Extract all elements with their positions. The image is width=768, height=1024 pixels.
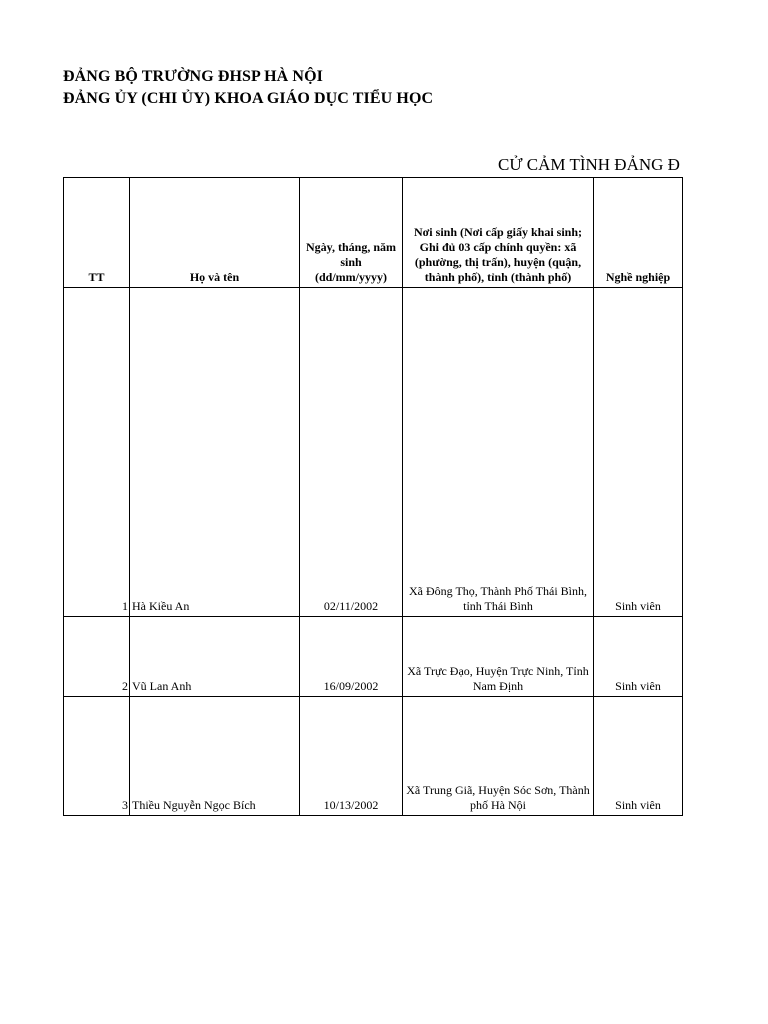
occupation-cell: Sinh viên: [594, 617, 683, 697]
column-header-occupation: Nghề nghiệp: [594, 178, 683, 288]
date-of-birth-cell: 02/11/2002: [300, 288, 403, 617]
document-title: CỬ CẢM TÌNH ĐẢNG Đ: [498, 155, 680, 174]
column-header-place-of-birth: Nơi sinh (Nơi cấp giấy khai sinh; Ghi đủ 03 cấp chính quyền: xã (phường, thị trấn), huyện (quận, thành phố), tỉnh (thành phố): [403, 178, 594, 288]
org-line-party-committee: ĐẢNG BỘ TRƯỜNG ĐHSP HÀ NỘI: [63, 68, 323, 85]
full-name-cell: Vũ Lan Anh: [130, 617, 300, 697]
column-header-date-of-birth: Ngày, tháng, năm sinh (dd/mm/yyyy): [300, 178, 403, 288]
place-of-birth-cell: Xã Trung Giã, Huyện Sóc Sơn, Thành phố Hà Nội: [403, 697, 594, 816]
candidate-table: [63, 177, 683, 816]
full-name-cell: Hà Kiều An: [130, 288, 300, 617]
date-of-birth-cell: 16/09/2002: [300, 617, 403, 697]
column-header-full-name: Họ và tên: [130, 178, 300, 288]
occupation-cell: Sinh viên: [594, 697, 683, 816]
full-name-cell: Thiều Nguyễn Ngọc Bích: [130, 697, 300, 816]
row-number: 2: [64, 617, 130, 697]
place-of-birth-cell: Xã Đông Thọ, Thành Phố Thái Bình, tỉnh Thái Bình: [403, 288, 594, 617]
table-row: [64, 288, 683, 617]
date-of-birth-cell: 10/13/2002: [300, 697, 403, 816]
row-number: 1: [64, 288, 130, 617]
column-header-tt: TT: [64, 178, 130, 288]
place-of-birth-cell: Xã Trực Đạo, Huyện Trực Ninh, Tỉnh Nam Định: [403, 617, 594, 697]
table-row: [64, 697, 683, 816]
row-number: 3: [64, 697, 130, 816]
table-row: [64, 617, 683, 697]
occupation-cell: Sinh viên: [594, 288, 683, 617]
org-line-faculty-committee: ĐẢNG ỦY (CHI ỦY) KHOA GIÁO DỤC TIỂU HỌC: [63, 90, 434, 107]
table-header-row: [64, 178, 683, 288]
